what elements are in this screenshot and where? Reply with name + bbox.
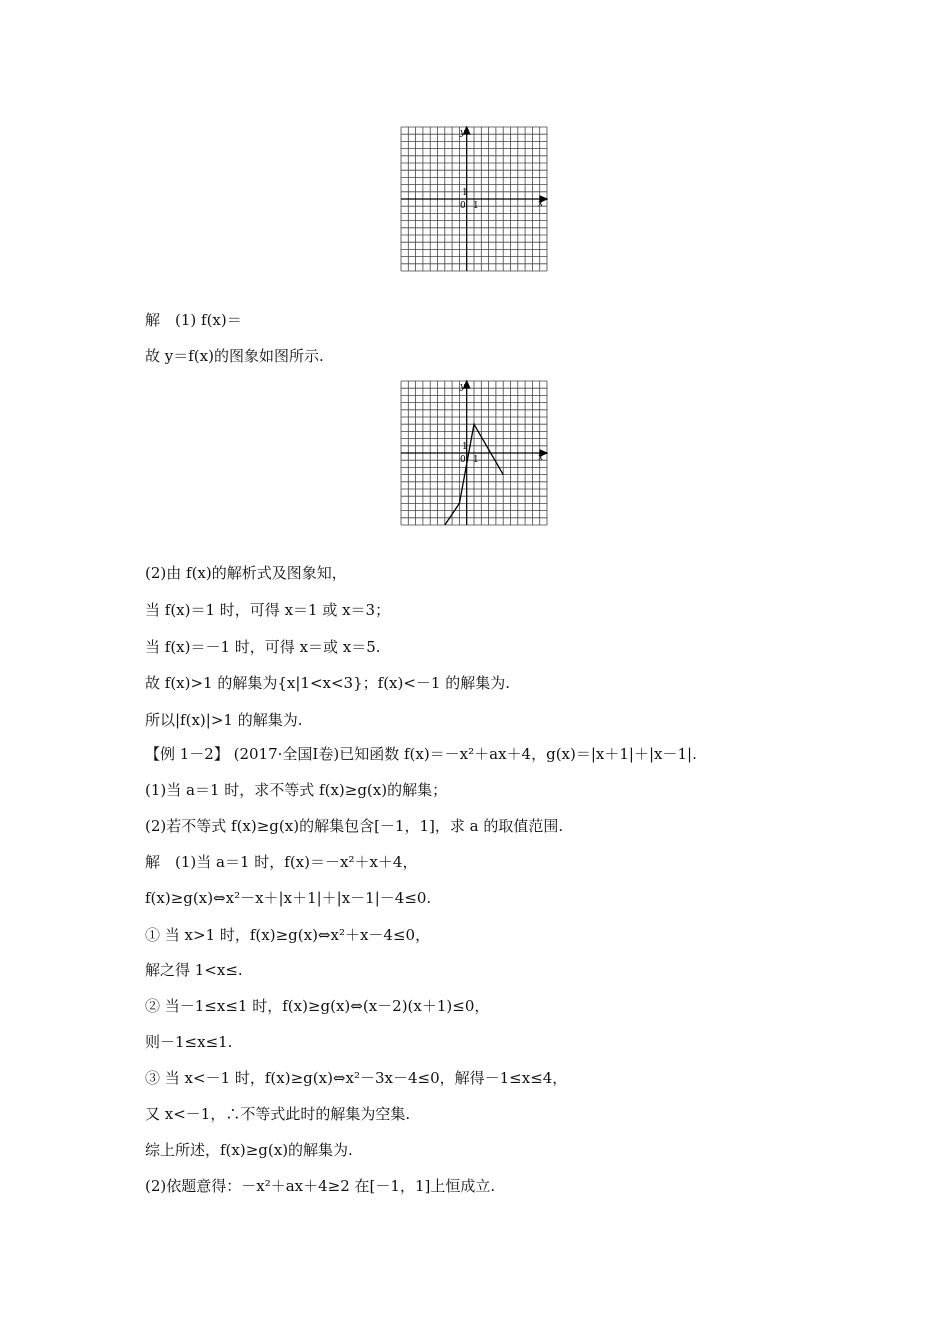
text-line-14: 解之得 1<x≤. [145,961,243,979]
x-axis-label: x [538,199,544,209]
text-line-9: (1)当 a＝1 时，求不等式 f(x)≥g(x)的解集； [145,781,448,799]
text-line-13: ① 当 x>1 时，f(x)≥g(x)⇔x²＋x－4≤0， [145,926,431,944]
text-line-5: 当 f(x)＝－1 时，可得 x＝或 x＝5. [145,638,381,656]
text-line-18: 又 x<－1，∴不等式此时的解集为空集. [145,1105,411,1123]
x-axis-label: x [538,453,544,463]
grid-svg-2 [400,380,548,526]
text-line-12: f(x)≥g(x)⇔x²－x＋|x＋1|＋|x－1|－4≤0. [145,889,432,907]
text-line-19: 综上所述，f(x)≥g(x)的解集为. [145,1141,353,1159]
x-unit-label: 1 [473,455,479,465]
text-line-4: 当 f(x)＝1 时，可得 x＝1 或 x＝3； [145,601,391,619]
y-unit-label: 1 [462,442,468,452]
text-line-3: (2)由 f(x)的解析式及图象知， [145,564,347,582]
text-line-1: 解 (1) f(x)＝ [145,311,242,329]
example-heading-line: 【例 1－2】 (2017·全国Ⅰ卷)已知函数 f(x)＝－x²＋ax＋4，g(x)＝|x＋1|＋|x－1|. [145,745,697,763]
grid-svg-1 [400,126,548,272]
text-line-2: 故 y＝f(x)的图象如图所示. [145,347,324,365]
y-unit-label: 1 [462,188,468,198]
text-line-10: (2)若不等式 f(x)≥g(x)的解集包含[－1，1]，求 a 的取值范围. [145,817,564,835]
y-axis-label: y [460,382,466,392]
text-line-7: 所以|f(x)|>1 的解集为. [145,711,303,729]
text-line-15: ② 当－1≤x≤1 时，f(x)≥g(x)⇔(x－2)(x＋1)≤0， [145,997,490,1015]
y-axis-label: y [460,128,466,138]
text-line-6: 故 f(x)>1 的解集为{x|1<x<3}；f(x)<－1 的解集为. [145,674,511,692]
coordinate-grid-figure-1 [400,126,548,272]
text-line-11: 解 (1)当 a＝1 时，f(x)＝－x²＋x＋4， [145,853,418,871]
coordinate-grid-figure-2 [400,380,548,526]
origin-label: 0 [460,201,466,211]
text-line-17: ③ 当 x<－1 时，f(x)≥g(x)⇔x²－3x－4≤0，解得－1≤x≤4， [145,1069,568,1087]
text-line-20: (2)依题意得：－x²＋ax＋4≥2 在[－1，1]上恒成立. [145,1177,496,1195]
x-unit-label: 1 [473,201,479,211]
text-line-16: 则－1≤x≤1. [145,1033,233,1051]
origin-label: 0 [460,455,466,465]
